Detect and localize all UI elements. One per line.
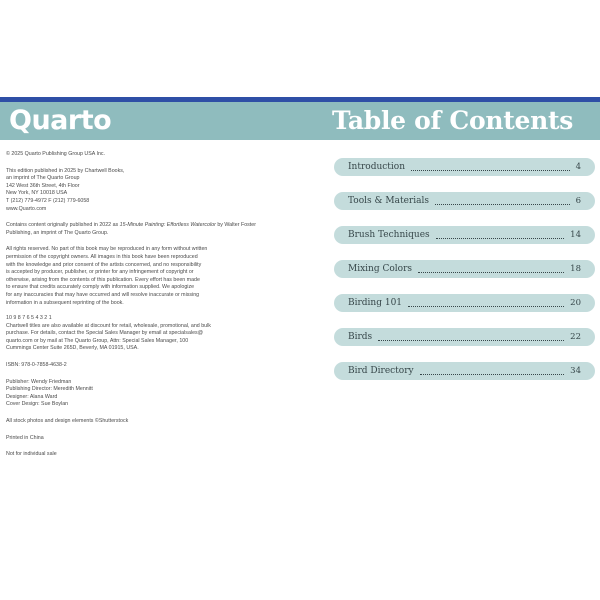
dot-leader [411,170,570,171]
print-run: 10 9 8 7 6 5 4 3 2 1 [6,315,52,322]
page-title: Table of Contents [331,106,573,135]
credit-line: Cover Design: Sue Boylan [6,401,69,408]
dot-leader [435,204,570,205]
edition-line: an imprint of The Quarto Group [6,175,80,182]
rights-line: to ensure that credits accurately comply with information supplied. We apologize [6,284,195,291]
contains-note [6,222,276,237]
toc-entry-page: 4 [575,162,581,172]
rights-line: with the knowledge and prior consent of the artists concerned, and no responsibility [6,261,202,268]
sales-line: Cummings Center Suite 265D, Beverly, MA 01915, USA. [6,345,139,352]
website-line: www.Quarto.com [6,205,47,212]
rights-line: All rights reserved. No part of this book may be reproduced in any form without written [6,246,208,253]
colophon [6,151,276,459]
toc-entry-label: Bird Directory [348,366,414,376]
isbn: ISBN: 978-0-7858-4638-2 [6,362,67,369]
toc-entry-birds[interactable] [334,328,595,346]
dot-leader [378,340,564,341]
sales-line: quarto.com or by mail at The Quarto Group, Attn: Special Sales Manager, 100 [6,337,189,344]
original-title: 15-Minute Painting: Effortless Watercolor [119,222,216,229]
printed-in: Printed in China [6,434,44,441]
toc-entry-page: 14 [570,230,581,240]
quarto-logo: Quarto [9,105,112,136]
dot-leader [420,374,565,375]
rights-line: information in a subsequent reprinting of the book. [6,299,124,306]
toc-entry-introduction[interactable] [334,158,595,176]
toc-entry-label: Mixing Colors [348,264,412,274]
toc-entry-label: Introduction [348,162,405,172]
toc-entry-birding-101[interactable] [334,294,595,312]
toc-entry-page: 22 [570,332,581,342]
credit-line: Publisher: Wendy Friedman [6,378,72,385]
toc-entry-page: 20 [570,298,581,308]
rights-line: permission of the copyright owners. All images in this book have been reproduced [6,253,198,260]
credit-line: Designer: Alana Ward [6,393,58,400]
toc-entry-page: 34 [570,366,581,376]
rights-line: is accepted by producer, publisher, or printer for any infringement of copyright or [6,269,194,276]
dot-leader [408,306,564,307]
table-of-contents [334,158,595,396]
toc-entry-mixing-colors[interactable] [334,260,595,278]
sales-line: purchase. For details, contact the Special Sales Manager by email at specialsales@ [6,330,204,337]
toc-entry-page: 18 [570,264,581,274]
toc-entry-label: Brush Techniques [348,230,430,240]
toc-entry-page: 6 [575,196,581,206]
credit-line: Publishing Director: Meredith Mennitt [6,386,93,393]
photo-credit: All stock photos and design elements ©Shutterstock [6,418,129,425]
edition-line: This edition published in 2025 by Chartwell Books, [6,167,125,174]
toc-entry-tools-materials[interactable] [334,192,595,210]
toc-entry-brush-techniques[interactable] [334,226,595,244]
resale-note: Not for individual sale [6,451,57,458]
copyright-line: © 2025 Quarto Publishing Group USA Inc. [6,151,106,157]
sales-line: Chartwell titles are also available at discount for retail, wholesale, promotional, and bulk [6,322,211,329]
edition-line: T (212) 779-4972 F (212) 779-6058 [6,197,90,204]
rights-line: otherwise, arising from the contents of this publication. Every effort has been made [6,276,200,283]
toc-entry-label: Birds [348,332,373,342]
toc-entry-label: Birding 101 [348,298,403,308]
edition-line: New York, NY 10018 USA [6,190,68,197]
rights-line: for any inaccuracies that may have occurred and will resolve inaccurate or missing [6,291,200,298]
toc-entry-label: Tools & Materials [348,196,429,206]
dot-leader [436,238,565,239]
edition-line: 142 West 36th Street, 4th Floor [6,182,80,189]
contains-text-end: by Walter Foster Publishing, an imprint of The Quarto Group. [6,222,256,236]
dot-leader [418,272,564,273]
toc-entry-bird-directory[interactable] [334,362,595,380]
contains-text: Contains content originally published in 2022 as [6,222,120,229]
